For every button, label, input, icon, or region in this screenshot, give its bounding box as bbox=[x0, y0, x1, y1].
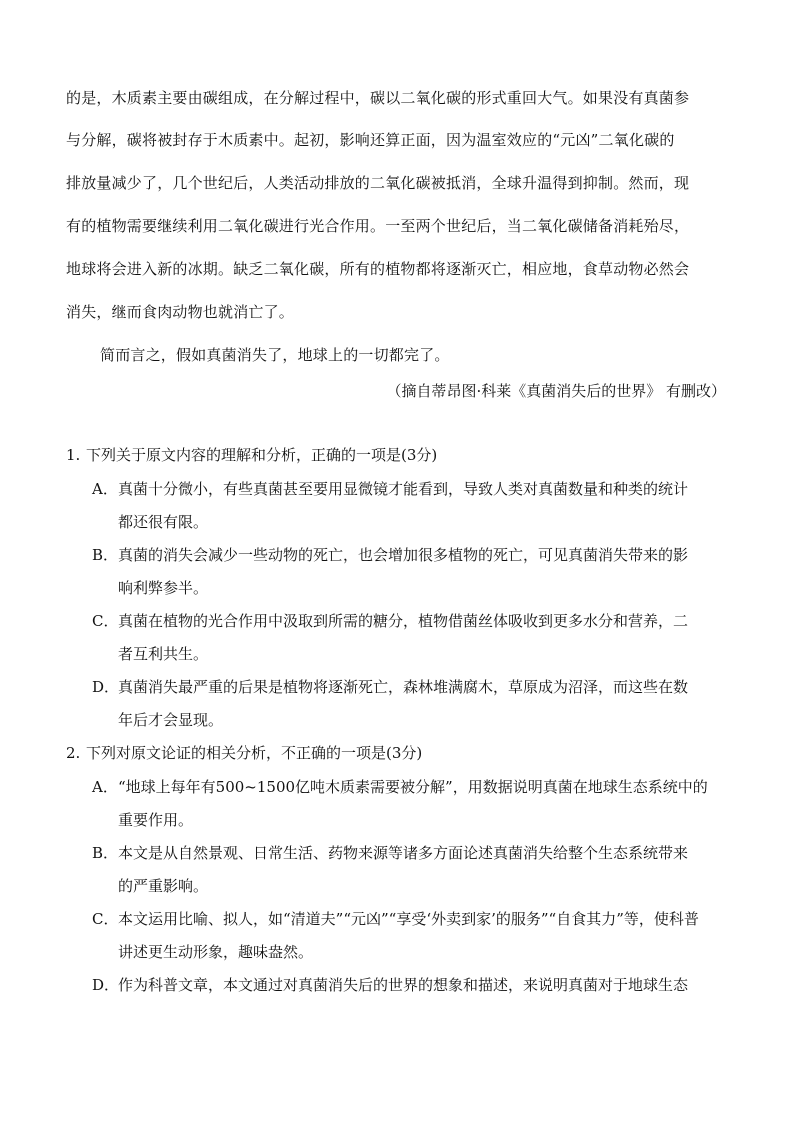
passage-source: （摘自蒂昂图·科莱《真菌消失后的世界》 有删改） bbox=[386, 382, 726, 400]
option-text-continued: 讲述更生动形象，趣味盎然。 bbox=[118, 943, 314, 961]
option-letter: A． bbox=[92, 778, 118, 796]
option-text: 真菌消失最严重的后果是植物将逐渐死亡，森林堆满腐木，草原成为沼泽，而这些在数 bbox=[118, 678, 689, 696]
passage-line: 排放量减少了，几个世纪后，人类活动排放的二氧化碳被抵消，全球升温得到抑制。然而，现 bbox=[66, 174, 690, 192]
question-1-option-d[interactable] bbox=[92, 677, 728, 697]
option-letter: D． bbox=[92, 976, 120, 994]
option-letter: A． bbox=[92, 480, 118, 498]
passage-line: 与分解，碳将被封存于木质素中。起初，影响还算正面，因为温室效应的“元凶”二氧化碳的 bbox=[66, 131, 675, 149]
option-letter: B． bbox=[92, 546, 119, 564]
option-text: 真菌十分微小，有些真菌甚至要用显微镜才能看到，导致人类对真菌数量和种类的统计 bbox=[118, 480, 689, 498]
passage-line: 消失，继而食肉动物也就消亡了。 bbox=[66, 303, 295, 321]
passage-line: 有的植物需要继续利用二氧化碳进行光合作用。一至两个世纪后，当二氧化碳储备消耗殆尽， bbox=[66, 217, 690, 235]
option-text: “地球上每年有500~1500亿吨木质素需要被分解”，用数据说明真菌在地球生态系统中的 bbox=[118, 778, 708, 796]
question-number: 2. bbox=[66, 744, 81, 762]
question-2-option-b[interactable] bbox=[92, 843, 728, 863]
option-text-continued: 都还很有限。 bbox=[118, 513, 209, 531]
question-2-option-a[interactable] bbox=[92, 777, 728, 797]
question-text: 下列关于原文内容的理解和分析，正确的一项是(3分) bbox=[86, 446, 438, 464]
passage-conclusion: 简而言之，假如真菌消失了，地球上的一切都完了。 bbox=[100, 346, 450, 364]
question-1-stem bbox=[66, 445, 726, 465]
option-letter: C． bbox=[92, 910, 119, 928]
option-text-continued: 响利弊参半。 bbox=[118, 579, 209, 597]
passage-line: 的是，木质素主要由碳组成，在分解过程中，碳以二氧化碳的形式重回大气。如果没有真菌参 bbox=[66, 89, 690, 107]
question-1-option-c[interactable] bbox=[92, 611, 728, 631]
option-text: 本文是从自然景观、日常生活、药物来源等诸多方面论述真菌消失给整个生态系统带来 bbox=[118, 844, 689, 862]
option-letter: B． bbox=[92, 844, 119, 862]
option-text-continued: 的严重影响。 bbox=[118, 877, 209, 895]
option-text-continued: 者互利共生。 bbox=[118, 645, 209, 663]
question-2-stem bbox=[66, 743, 726, 763]
option-text: 真菌的消失会减少一些动物的死亡，也会增加很多植物的死亡，可见真菌消失带来的影 bbox=[118, 546, 689, 564]
question-1-option-b[interactable] bbox=[92, 545, 728, 565]
option-text: 真菌在植物的光合作用中汲取到所需的糖分，植物借菌丝体吸收到更多水分和营养，二 bbox=[118, 612, 689, 630]
question-2-option-d[interactable] bbox=[92, 975, 728, 995]
option-text-continued: 重要作用。 bbox=[118, 811, 194, 829]
option-text: 作为科普文章，本文通过对真菌消失后的世界的想象和描述，来说明真菌对于地球生态 bbox=[118, 976, 689, 994]
option-text: 本文运用比喻、拟人，如“清道夫”“元凶”“享受‘外卖到家’的服务”“自食其力”等，使科普 bbox=[118, 910, 699, 928]
option-letter: C． bbox=[92, 612, 119, 630]
passage-line: 地球将会进入新的冰期。缺乏二氧化碳，所有的植物都将逐渐灭亡，相应地，食草动物必然会 bbox=[66, 260, 690, 278]
question-number: 1. bbox=[66, 446, 81, 464]
question-2-option-c[interactable] bbox=[92, 909, 728, 929]
question-text: 下列对原文论证的相关分析，不正确的一项是(3分) bbox=[86, 744, 423, 762]
option-text-continued: 年后才会显现。 bbox=[118, 711, 224, 729]
option-letter: D． bbox=[92, 678, 120, 696]
question-1-option-a[interactable] bbox=[92, 479, 728, 499]
